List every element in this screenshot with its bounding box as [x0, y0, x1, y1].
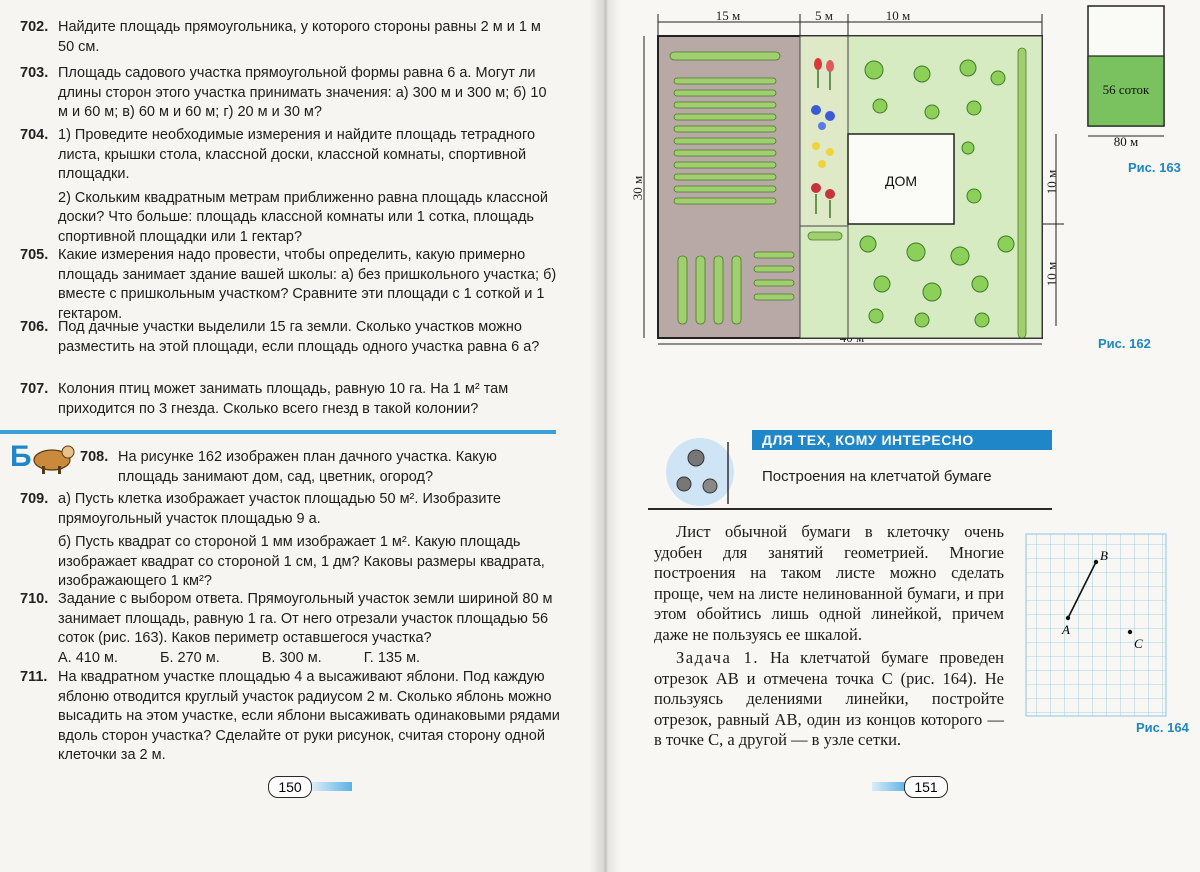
dim-label: 5 м: [815, 8, 833, 23]
house-label: ДОМ: [884, 173, 918, 189]
vegetable-row: [732, 256, 741, 324]
page-number-tab: [872, 782, 906, 791]
task-number: 708.: [80, 449, 109, 465]
figure-caption: Рис. 164: [1136, 720, 1189, 735]
task-text: Площадь садового участка прямоугольной формы равна 6 а. Могут ли длины сторон этого участка принимать значения: а) 300 м и 300 м; б) 10 м и 60 м; в) 60 м и 60 м; г) 20 м и 30 м?: [58, 65, 547, 120]
vegetable-row: [674, 186, 776, 192]
task-text: 2) Скольким квадратным метрам приближенно равна площадь классной доски? Что больше: площадь классной комнаты или 1 сотка, площадь спортивной площадки или 1 гектар?: [58, 189, 549, 245]
task-704: [20, 126, 560, 247]
vegetable-row: [696, 256, 705, 324]
vegetable-row: [714, 256, 723, 324]
figure-162-plan: [630, 8, 1070, 360]
task-number: 706.: [20, 319, 49, 335]
task-709: [20, 490, 560, 592]
figure-164-grid: [1022, 530, 1172, 720]
tree-icon: [914, 66, 930, 82]
vegetable-row: [674, 90, 776, 96]
tree-icon: [967, 189, 981, 203]
area-label: 56 соток: [1102, 82, 1150, 97]
vegetable-row: [674, 138, 776, 144]
book-gutter: [590, 0, 620, 872]
intro-paragraph: Лист обычной бумаги в клеточку очень удобен для занятий геометрией. Многие построения на таком листе можно сделать проще, чем на листе нелинованной бумаги, и при этом обойтись лишь одной линейкой, причем даже не пользуясь ее шкалой.: [654, 522, 1004, 644]
answer-options: [58, 649, 560, 669]
section-rule: [648, 508, 1052, 510]
tree-icon: [923, 283, 941, 301]
task-text: На рисунке 162 изображен план дачного участка. Какую площадь занимают дом, сад, цветник, огород?: [118, 449, 497, 485]
task-711: [20, 668, 560, 766]
vegetable-row: [754, 266, 794, 272]
vegetable-row: [674, 78, 776, 84]
point-c: [1128, 630, 1132, 634]
answer-option: В. 300 м.: [261, 649, 322, 666]
task-title: Задача 1.: [676, 648, 760, 667]
point-label: C: [1134, 636, 1143, 651]
task-text: На квадратном участке площадью 4 а высаживают яблони. Под каждую яблоню отводится круглый участок радиусом 2 м. Сколько яблонь можно высадить на этом участке, если яблони высаживать одинаковыми рядами вдоль сторон участка? Сделайте от руки рисунок, считая сторону одной клеточки за 2 м.: [58, 669, 560, 763]
vegetable-row: [754, 252, 794, 258]
hedge: [808, 232, 842, 240]
task-text: Найдите площадь прямоугольника, у которого стороны равны 2 м и 1 м 50 см.: [58, 19, 541, 55]
point-b: [1094, 560, 1098, 564]
dim-label: 30 м: [630, 175, 645, 201]
flower-bed: [800, 36, 848, 226]
dim-label: 15 м: [715, 8, 741, 23]
page-number-tab: [312, 782, 352, 791]
task-707: [20, 380, 560, 419]
task-text: б) Пусть квадрат со стороной 1 мм изображает 1 м². Какую площадь изображает квадрат со стороной 1 см, 1 дм? Каковы размеры квадрата, изображающего 1 км²?: [58, 534, 545, 589]
dim-label: 10 м: [885, 8, 911, 23]
vegetable-row: [674, 102, 776, 108]
point-a: [1066, 616, 1070, 620]
page-number: 151: [904, 776, 948, 798]
task-705: [20, 246, 560, 324]
task-702: [20, 18, 560, 57]
vegetable-row: [674, 174, 776, 180]
point-label: A: [1062, 622, 1070, 637]
tree-icon: [874, 276, 890, 292]
task-number: 704.: [20, 127, 49, 143]
task-number: 709.: [20, 491, 49, 507]
task-706: [20, 318, 560, 357]
vegetable-row: [670, 52, 780, 60]
task-708: [80, 448, 560, 487]
vegetable-row: [674, 162, 776, 168]
task-text: Задание с выбором ответа. Прямоугольный участок земли шириной 80 м занимает площадь, равную 1 га. От него отрезали участок площадью 56 соток (рис. 163). Каков периметр оставшегося участка?: [58, 591, 553, 646]
vegetable-row: [754, 280, 794, 286]
page-number: 150: [268, 776, 312, 798]
garden-strip: [800, 226, 848, 338]
tree-icon: [972, 276, 988, 292]
answer-option: А. 410 м.: [58, 649, 118, 666]
tree-icon: [962, 142, 974, 154]
answer-option: Б. 270 м.: [159, 649, 220, 666]
interest-banner: ДЛЯ ТЕХ, КОМУ ИНТЕРЕСНО: [752, 430, 1052, 450]
dim-label: 10 м: [1044, 169, 1059, 195]
task-text: Под дачные участки выделили 15 га земли. Сколько участков можно разместить на этой площади, если площадь одного участка равна 6 а?: [58, 319, 540, 355]
task-text: а) Пусть клетка изображает участок площадью 50 м². Изобразите прямоугольный участок площадью 9 а.: [58, 491, 501, 527]
tree-icon: [960, 60, 976, 76]
section-divider: [0, 430, 556, 434]
vegetable-row: [674, 126, 776, 132]
task-710: [20, 590, 560, 668]
interest-subtitle: Построения на клетчатой бумаге: [762, 468, 992, 485]
tree-icon: [951, 247, 969, 265]
dim-label: 10 м: [1044, 261, 1059, 287]
task-body: На клетчатой бумаге проведен отрезок AB и отмечена точка C (рис. 164). Не пользуясь делениями линейки, постройте отрезок, равный AB, один из концов которого — в точке C, а другой — в узле сетки.: [654, 648, 1005, 749]
tree-icon: [975, 313, 989, 327]
vegetable-row: [674, 150, 776, 156]
task-text: Колония птиц может занимать площадь, равную 10 га. На 1 м² там приходится по 3 гнезда. Сколько всего гнезд в такой колонии?: [58, 381, 509, 417]
mice-illustration-icon: [656, 434, 748, 508]
figure-163: [1078, 4, 1178, 156]
tree-icon: [925, 105, 939, 119]
tree-icon: [907, 243, 925, 261]
task-number: 710.: [20, 591, 49, 607]
point-label: B: [1100, 548, 1108, 563]
vegetable-row: [674, 114, 776, 120]
tree-icon: [991, 71, 1005, 85]
tree-icon: [873, 99, 887, 113]
tree-icon: [860, 236, 876, 252]
vegetable-row: [678, 256, 687, 324]
task-text: 1) Проведите необходимые измерения и найдите площадь тетрадного листа, крышки стола, классной доски, классной комнаты, спортивной площадки.: [58, 127, 536, 182]
figure-caption: Рис. 163: [1128, 160, 1181, 175]
task-703: [20, 64, 560, 123]
task-number: 707.: [20, 381, 49, 397]
section-letter: Б: [10, 440, 32, 473]
width-label: 80 м: [1113, 134, 1139, 149]
tree-icon: [967, 101, 981, 115]
task-number: 705.: [20, 247, 49, 263]
task-number: 703.: [20, 65, 49, 81]
answer-option: Г. 135 м.: [363, 649, 421, 666]
vegetable-row: [754, 294, 794, 300]
intro-text: [654, 522, 1004, 645]
tree-icon: [869, 309, 883, 323]
task-number: 702.: [20, 19, 49, 35]
task-1: [654, 648, 1004, 751]
tree-icon: [865, 61, 883, 79]
task-number: 711.: [20, 669, 48, 685]
vegetable-row: [674, 198, 776, 204]
tree-icon: [998, 236, 1014, 252]
figure-caption: Рис. 162: [1098, 336, 1151, 351]
hedge: [1018, 48, 1026, 338]
tree-icon: [915, 313, 929, 327]
task-text: Какие измерения надо провести, чтобы определить, какую примерно площадь занимает здание вашей школы: а) без пришкольного участка; б) вместе с пришкольным участком? Сравните эти площади с 1 соткой и 1 гектаром.: [58, 247, 557, 322]
